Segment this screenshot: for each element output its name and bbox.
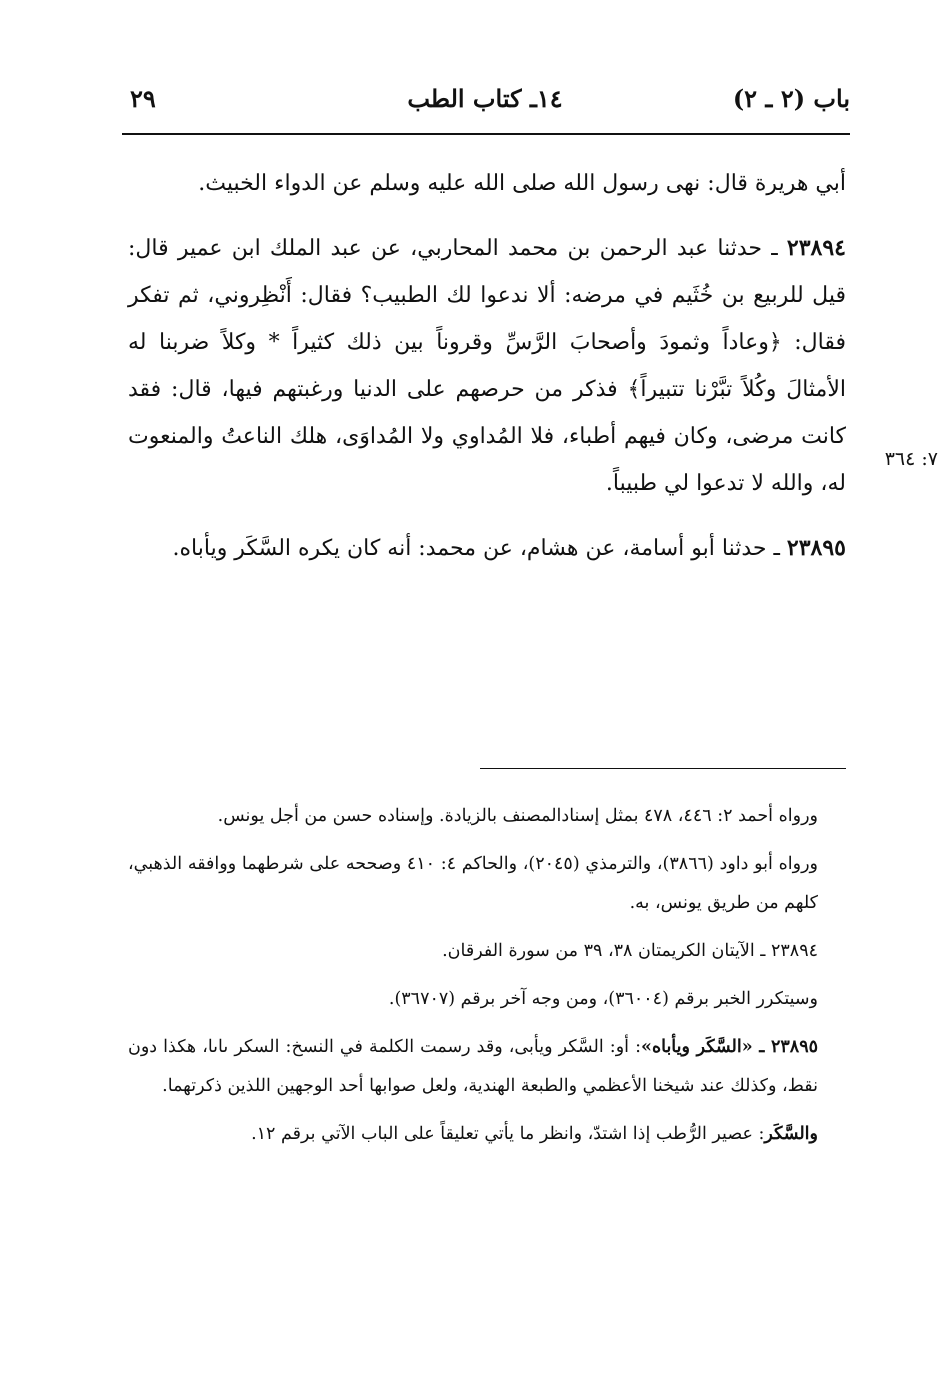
hadith-number: ٢٣٨٩٤: [786, 235, 846, 261]
footnote-text: : عصير الرُّطب إذا اشتدّ، وانظر ما يأتي تعليقاً على الباب الآتي برقم ١٢.: [251, 1124, 765, 1144]
footnote-text: : أو: السَّكر ويأبى، وقد رسمت الكلمة في النسخ: السكر ىاىا، هكذا دون نقط، وكذلك عند شيخنا الأعظمي والطبعة الهندية، ولعل صوابها أحد الوجهين اللذين ذكرتهما.: [128, 1037, 818, 1096]
footnote: [128, 1028, 846, 1106]
hadith-23895: [128, 525, 846, 572]
chapter-heading: باب (٢ ـ ٢): [732, 84, 850, 113]
footnotes: [128, 797, 846, 1163]
footnote: وسيتكرر الخبر برقم (٣٦٠٠٤)، ومن وجه آخر برقم (٣٦٧٠٧).: [388, 989, 818, 1009]
hadith-text: ـ حدثنا أبو أسامة، عن هشام، عن محمد: أنه كان يكره السَّكَر ويأباه.: [172, 536, 787, 561]
hadith-number: ٢٣٨٩٥: [786, 535, 846, 561]
footnote-lead: والسَّكَر: [764, 1124, 818, 1144]
footnote: ٢٣٨٩٤ ـ الآيتان الكريمتان ٣٨، ٣٩ من سورة الفرقان.: [442, 941, 818, 961]
footnote: ورواه أحمد ٢: ٤٤٦، ٤٧٨ بمثل إسنادالمصنف بالزيادة. وإسناده حسن من أجل يونس.: [217, 806, 818, 826]
text-paragraph: أبي هريرة قال: نهى رسول الله صلى الله عليه وسلم عن الدواء الخبيث.: [198, 171, 846, 196]
margin-reference: ٧: ٣٦٤: [884, 448, 938, 470]
hadith-23894: [128, 225, 846, 507]
footnote: [128, 1115, 846, 1154]
page-number: ٢٩: [130, 84, 156, 113]
hadith-text: ـ حدثنا عبد الرحمن بن محمد المحاربي، عن عبد الملك ابن عمير قال: قيل للربيع بن خُثَيم في مرضه: ألا ندعوا لك الطبيب؟ فقال: أَنْظِروني، ثم تفكر فقال: ﴿وعاداً وثمودَ وأصحابَ الرَّسِّ وقروناً بين ذلك كثيراً * وكلاً ضربنا له الأمثالَ وكُلاً تبَّرْنا تتبيراً﴾ فذكر من حرصهم على الدنيا ورغبتهم فيها، قال: فقد كانت مرضى، وكان فيهم أطباء، فلا المُداوي ولا المُداوَى، هلك الناعتُ والمنعوت له، والله لا تدعوا لي طبيباً.: [128, 236, 846, 496]
page-header: [120, 84, 850, 128]
footnote-rule: [480, 768, 846, 769]
footnote-lead: ٢٣٨٩٥ ـ «السَّكَر ويأباه»: [641, 1037, 818, 1057]
header-rule: [122, 133, 850, 135]
book-title: ١٤ـ كتاب الطب: [407, 84, 563, 113]
footnote: ورواه أبو داود (٣٨٦٦)، والترمذي (٢٠٤٥)، والحاكم ٤: ٤١٠ وصححه على شرطهما ووافقه الذهبي، كلهم من طريق يونس، به.: [128, 854, 818, 913]
main-text: [128, 160, 846, 572]
